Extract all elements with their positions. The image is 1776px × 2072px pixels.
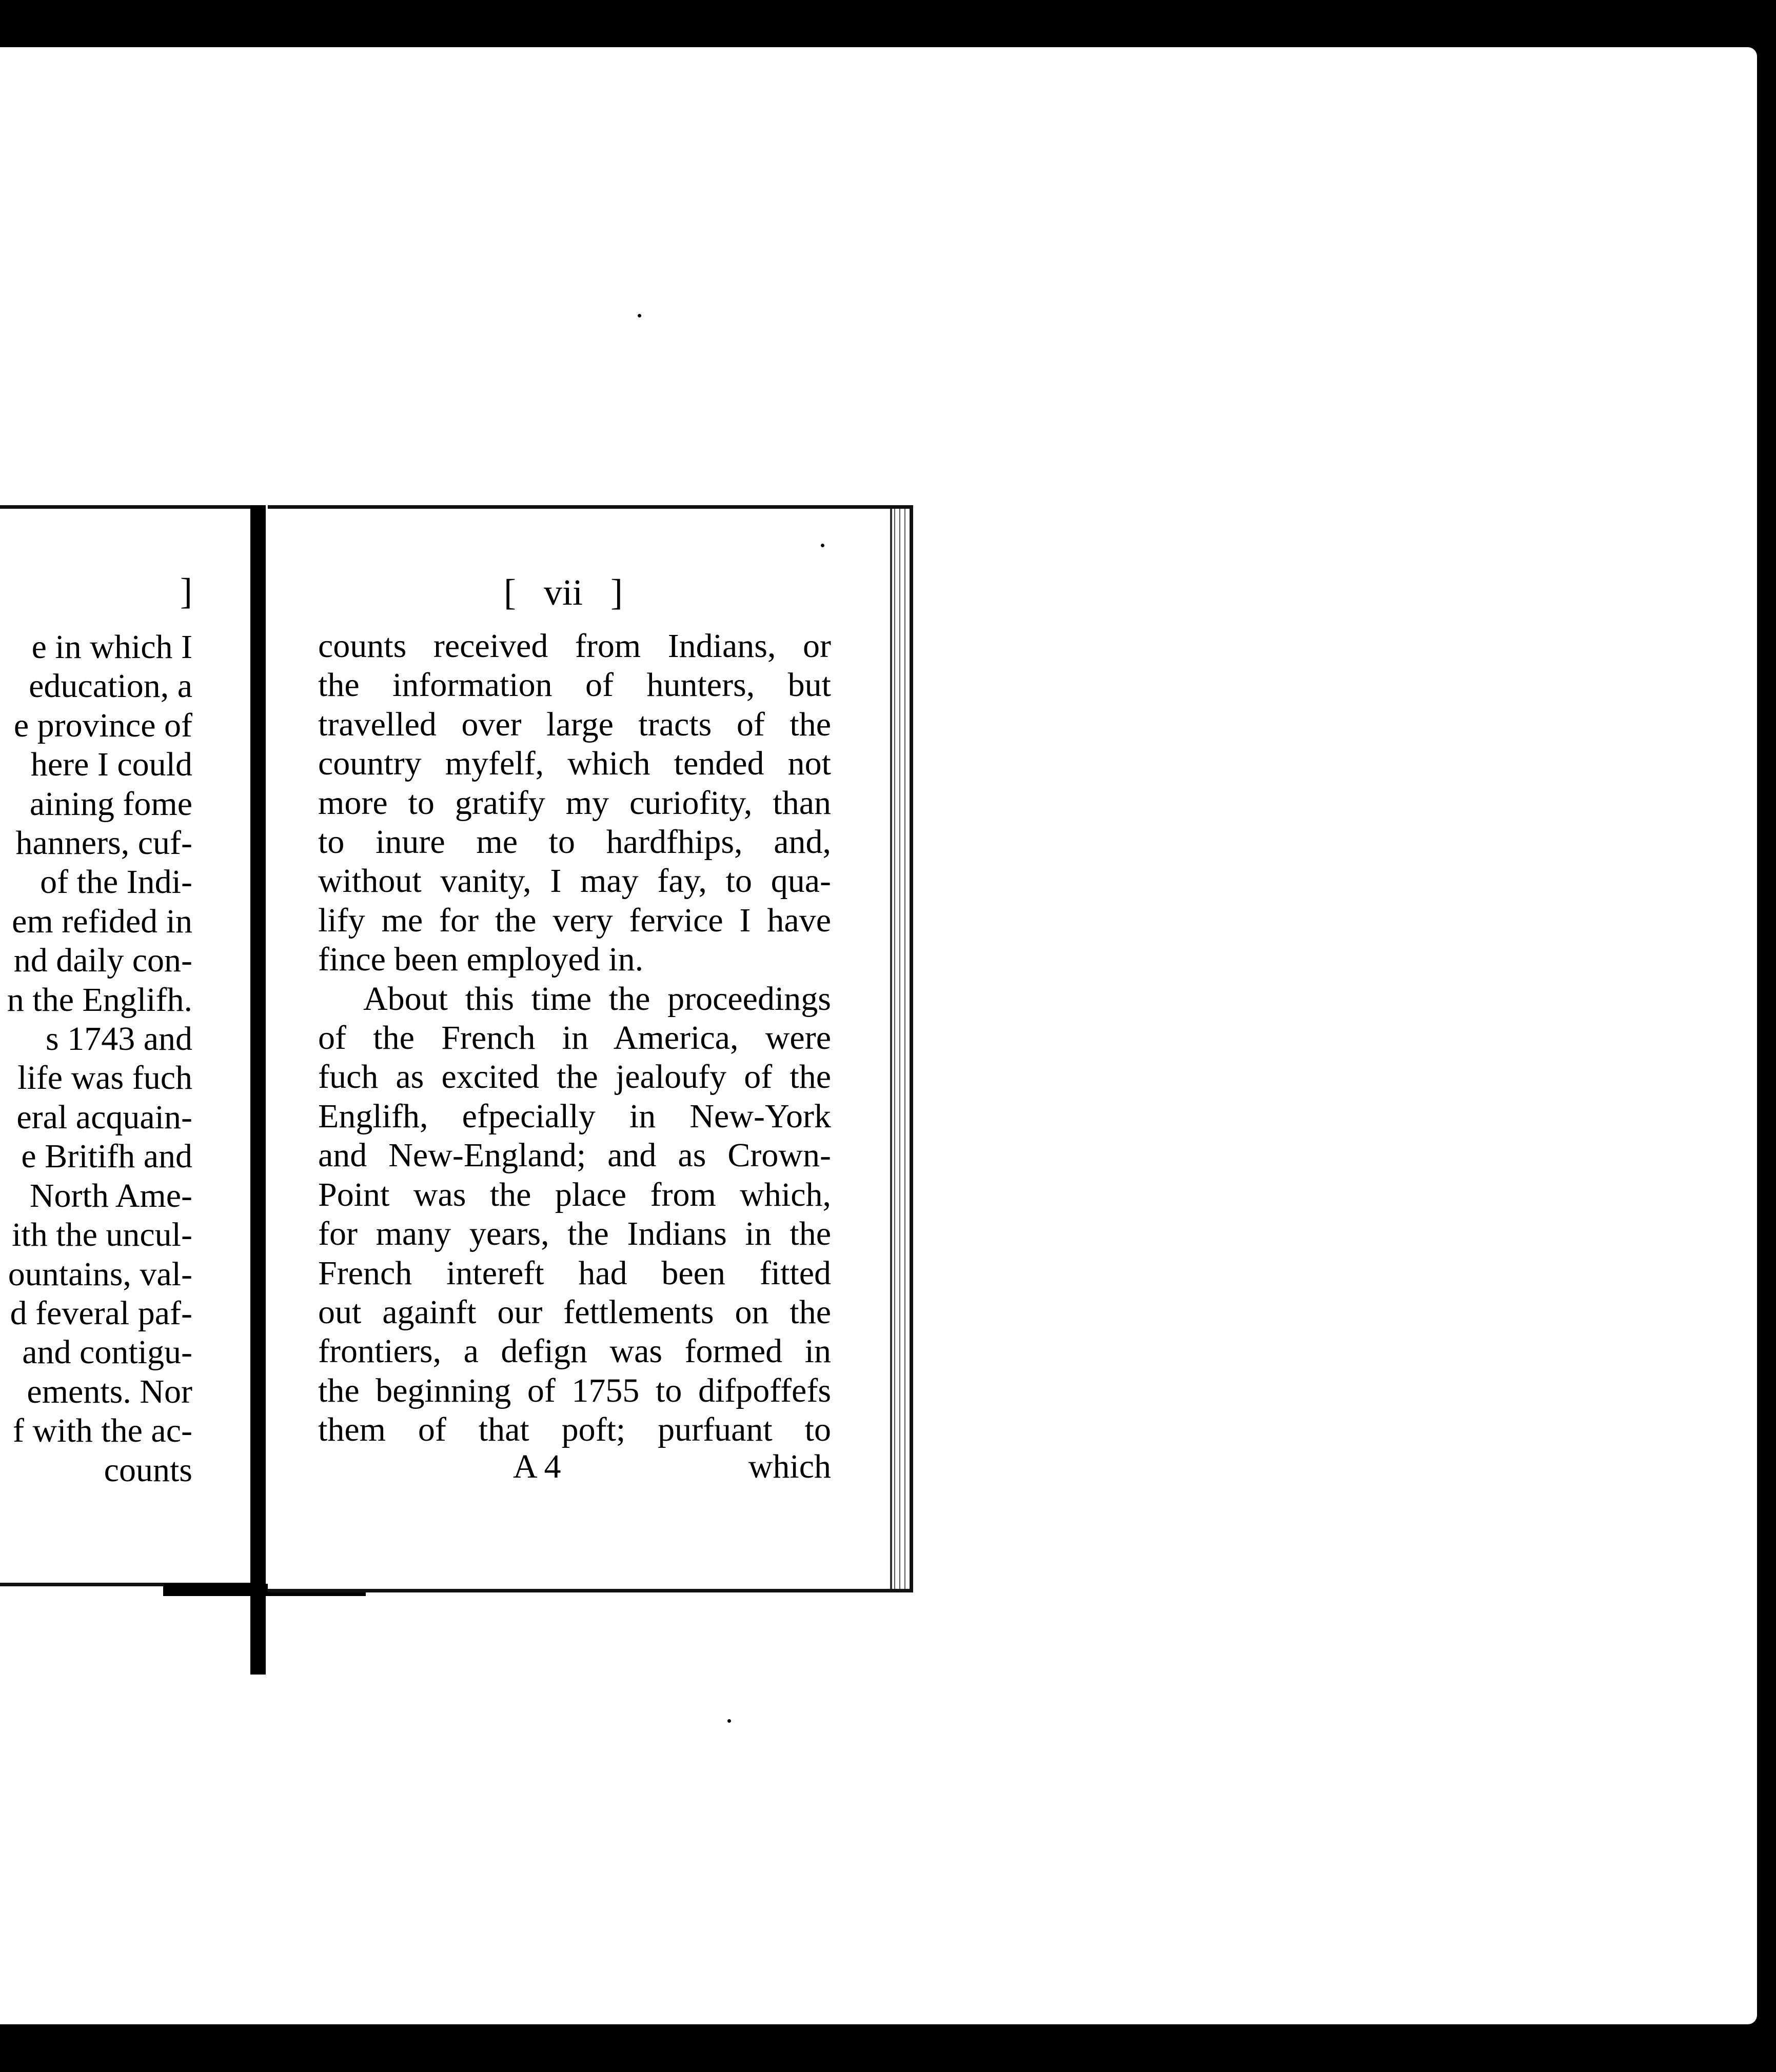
text-line: and New-England; and as Crown- (318, 1137, 831, 1174)
page-number-header: [ vii ] (504, 572, 623, 613)
left-line: of the Indi- (40, 863, 192, 901)
right-page (268, 505, 913, 1592)
left-line: e province of (13, 706, 192, 744)
left-line: aining fome (29, 785, 192, 823)
book-gutter (250, 505, 266, 1675)
left-line: n the Englifh. (7, 981, 192, 1019)
catchword: which (748, 1448, 831, 1485)
left-line: counts (104, 1451, 192, 1489)
left-line: and contigu- (22, 1333, 192, 1371)
text-line: Point was the place from which, (318, 1176, 831, 1213)
left-line: North Ame- (29, 1177, 192, 1214)
dust-speck (821, 544, 824, 547)
left-line: ith the uncul- (12, 1216, 192, 1254)
scan-top-border (0, 0, 1776, 47)
left-page-text (0, 628, 192, 1490)
left-line: life was fuch (17, 1059, 192, 1097)
text-line: the information of hunters, but (318, 666, 831, 704)
left-line: d feveral paf- (10, 1294, 192, 1332)
text-line: frontiers, a defign was formed in (318, 1332, 831, 1370)
text-line: them of that poft; purfuant to (318, 1411, 831, 1449)
left-line: e in which I (31, 628, 192, 666)
text-line: more to gratify my curiofity, than (318, 784, 831, 822)
text-line: for many years, the Indians in the (318, 1215, 831, 1253)
left-line: here I could (30, 746, 192, 784)
right-page-text (318, 627, 831, 1450)
left-line: e Britifh and (21, 1138, 192, 1176)
left-line: ements. Nor (27, 1372, 192, 1410)
text-line: counts received from Indians, or (318, 627, 831, 665)
text-line: fuch as excited the jealoufy of the (318, 1058, 831, 1096)
text-line: country myfelf, which tended not (318, 745, 831, 783)
text-line: Englifh, efpecially in New-York (318, 1097, 831, 1135)
text-line: of the French in America, were (318, 1019, 831, 1057)
text-line: without vanity, I may fay, to qua- (318, 862, 831, 900)
left-line: nd daily con- (13, 942, 192, 980)
signature-mark: A 4 (513, 1448, 561, 1485)
page-fore-edge (890, 509, 910, 1589)
text-line: out againft our fettlements on the (318, 1293, 831, 1331)
left-line: ountains, val- (8, 1255, 192, 1293)
text-line: lify me for the very fervice I have (318, 901, 831, 939)
text-line: About this time the proceedings (363, 980, 831, 1018)
left-page (0, 505, 256, 1586)
text-line: the beginning of 1755 to difpoffefs (318, 1371, 831, 1409)
scan-bottom-border (0, 2024, 1776, 2072)
left-line: em refided in (12, 902, 192, 940)
left-line: hanners, cuf- (15, 824, 192, 862)
dust-speck (727, 1719, 731, 1723)
left-page-header: ] (180, 571, 192, 612)
text-line: fince been employed in. (318, 941, 644, 979)
left-line: education, a (29, 667, 192, 705)
left-line: eral acquain- (16, 1098, 192, 1136)
dust-speck (638, 314, 641, 317)
left-line: f with the ac- (12, 1412, 192, 1450)
left-line: s 1743 and (46, 1020, 192, 1058)
text-line: travelled over large tracts of the (318, 705, 831, 743)
text-line: French intereft had been fitted (318, 1254, 831, 1292)
text-line: to inure me to hardfhips, and, (318, 823, 831, 861)
